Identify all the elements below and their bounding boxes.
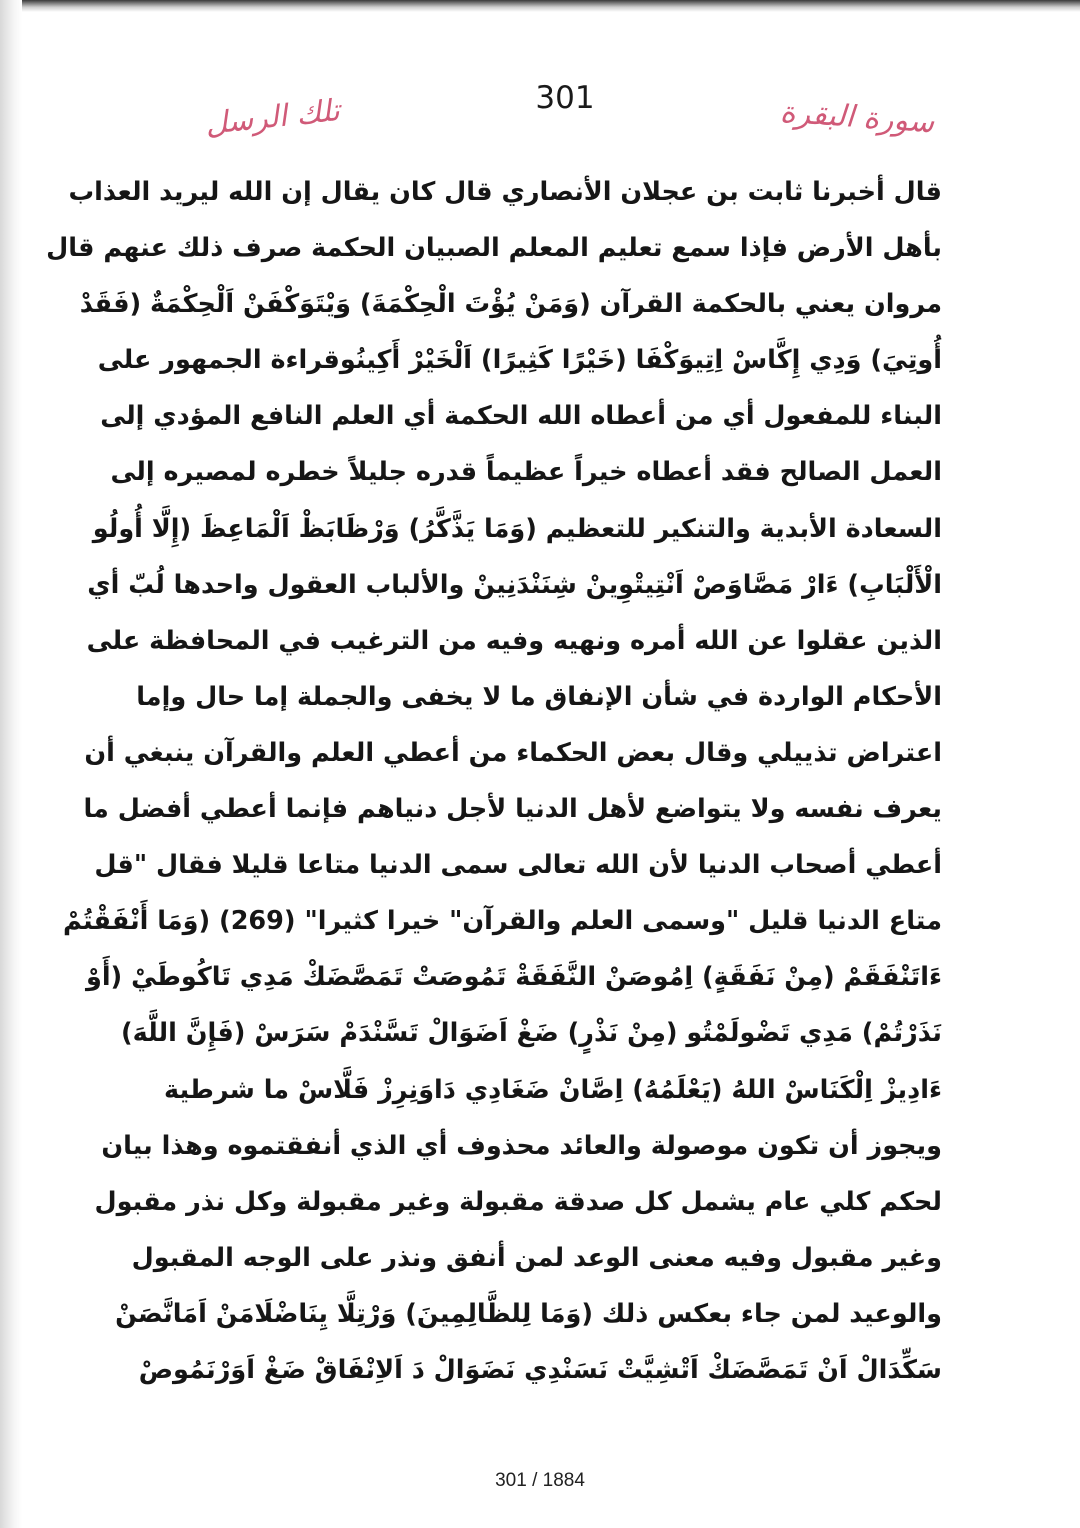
text-line: قال أخبرنا ثابت بن عجلان الأنصاري قال كان يقال إن الله ليريد العذاب: [68, 177, 942, 207]
page-counter: 301 / 1884: [495, 1470, 585, 1491]
text-line: والوعيد لمن جاء بعكس ذلك (وَمَا لِلظَّالِمِينَ) وَرْتِلَّا يِنَاضْلَامَنْ اَمَانَّصَنْ: [115, 1298, 942, 1329]
text-line: يعرف نفسه ولا يتواضع لأهل الدنيا لأجل دنياهم فإنما أعطي أفضل ما: [83, 794, 942, 825]
text-line: بأهل الأرض فإذا سمع تعليم المعلم الصبيان الحكمة صرف ذلك عنهم قال: [46, 233, 942, 264]
text-line: الذين عقلوا عن الله أمره ونهيه وفيه من الترغيب في المحافظة على: [86, 625, 942, 656]
text-line: مروان يعني بالحكمة القرآن (وَمَنْ يُؤْتَ الْحِكْمَةَ) وَيْتَوَكْفَنْ اَلْحِكْمَةٌ (فَقَدْ: [79, 289, 942, 320]
text-line: الأحكام الواردة في شأن الإنفاق ما لا يخفى والجملة إما حال وإما: [136, 681, 942, 712]
text-line: نَذَرْتُمْ) مَدِي تَضْولَمْتُو (مِنْ نَذْرٍ) ضَغْ اَضَوَالْ تَسَّنْدَمْ سَرَسْ (فَإِنَّ اللَّهَ): [121, 1018, 942, 1049]
text-line: ءَاتَنْفَقَمْ (مِنْ نَفَقَةٍ) اِمُوصَنْ النَّفَقَةْ تَمُوصَتْ تَمَصَّضَكْ مَدِي تَاكُوطَيْ (أَوْ: [85, 962, 942, 993]
scan-edge-left: [0, 0, 22, 1528]
surah-name-handwritten: سورة البقرة: [778, 94, 936, 141]
text-line: وغير مقبول وفيه معنى الوعد لمن أنفق ونذر على الوجه المقبول: [131, 1242, 942, 1273]
juz-name-handwritten: تلك الرسل: [203, 93, 342, 142]
text-line: سَكِّدَالْ اَنْ تَمَصَّضَكْ اَتْشِيَّتْ نَسَنْدِي نَضَوَالْ دَ اَلاِنْفَاقْ ضَغْ اَوَرْنَمُوصْ: [138, 1354, 942, 1385]
text-line: أعطي أصحاب الدنيا لأن الله تعالى سمى الدنيا متاعا قليلا فقال "قل: [94, 850, 942, 881]
text-line: البناء للمفعول أي من أعطاه الله الحكمة أي العلم النافع المؤدي إلى: [100, 401, 942, 432]
scan-edge-top: [0, 0, 1080, 12]
text-line: ءَادِيزْ اِلْكَنَاسْ اللهُ (يَعْلَمُهُ) اِصَّانْ ضَغَادِي دَاوَنِرِزْ فَلَّاسْ ما شرطية: [164, 1074, 942, 1105]
body-text: [46, 164, 942, 1398]
text-line: متاع الدنيا قليل "وسمى العلم والقرآن" خيرا كثيرا" (269) (وَمَا أَنْفَقْتُمْ: [62, 906, 942, 937]
text-line: اعتراض تذييلي وقال بعض الحكماء من أعطي العلم والقرآن ينبغي أن: [84, 737, 942, 768]
text-line: أُوتِيَ) وَدِي إِكَّاسْ اِتِيوَكْفَا (خَيْرًا كَثِيرًا) اَلْخَيْرْ أَكِينُوقراءة الجمهور على: [97, 345, 942, 376]
page-number: 301: [535, 80, 595, 116]
text-line: السعادة الأبدية والتنكير للتعظيم (وَمَا يَذَّكَّرُ) وَرْظَابَظْ اَلْمَاعِظَ (إِلَّا أُولُو: [92, 513, 942, 544]
text-line: ويجوز أن تكون موصولة والعائد محذوف أي الذي أنفقتموه وهذا بيان: [101, 1130, 942, 1161]
text-line: العمل الصالح فقد أعطاه خيراً عظيماً قدره جليلاً خطره لمصيره إلى: [110, 457, 942, 488]
text-line: لحكم كلي عام يشمل كل صدقة مقبولة وغير مقبولة وكل نذر مقبول: [94, 1186, 942, 1217]
text-line: الْأَلْبَابِ) ءَارْ مَصَّاوَصْ اَنْتِيتْوِينْ شِنَنْدَنِينْ والألباب العقول واحدها لُبّ أي: [87, 569, 942, 600]
